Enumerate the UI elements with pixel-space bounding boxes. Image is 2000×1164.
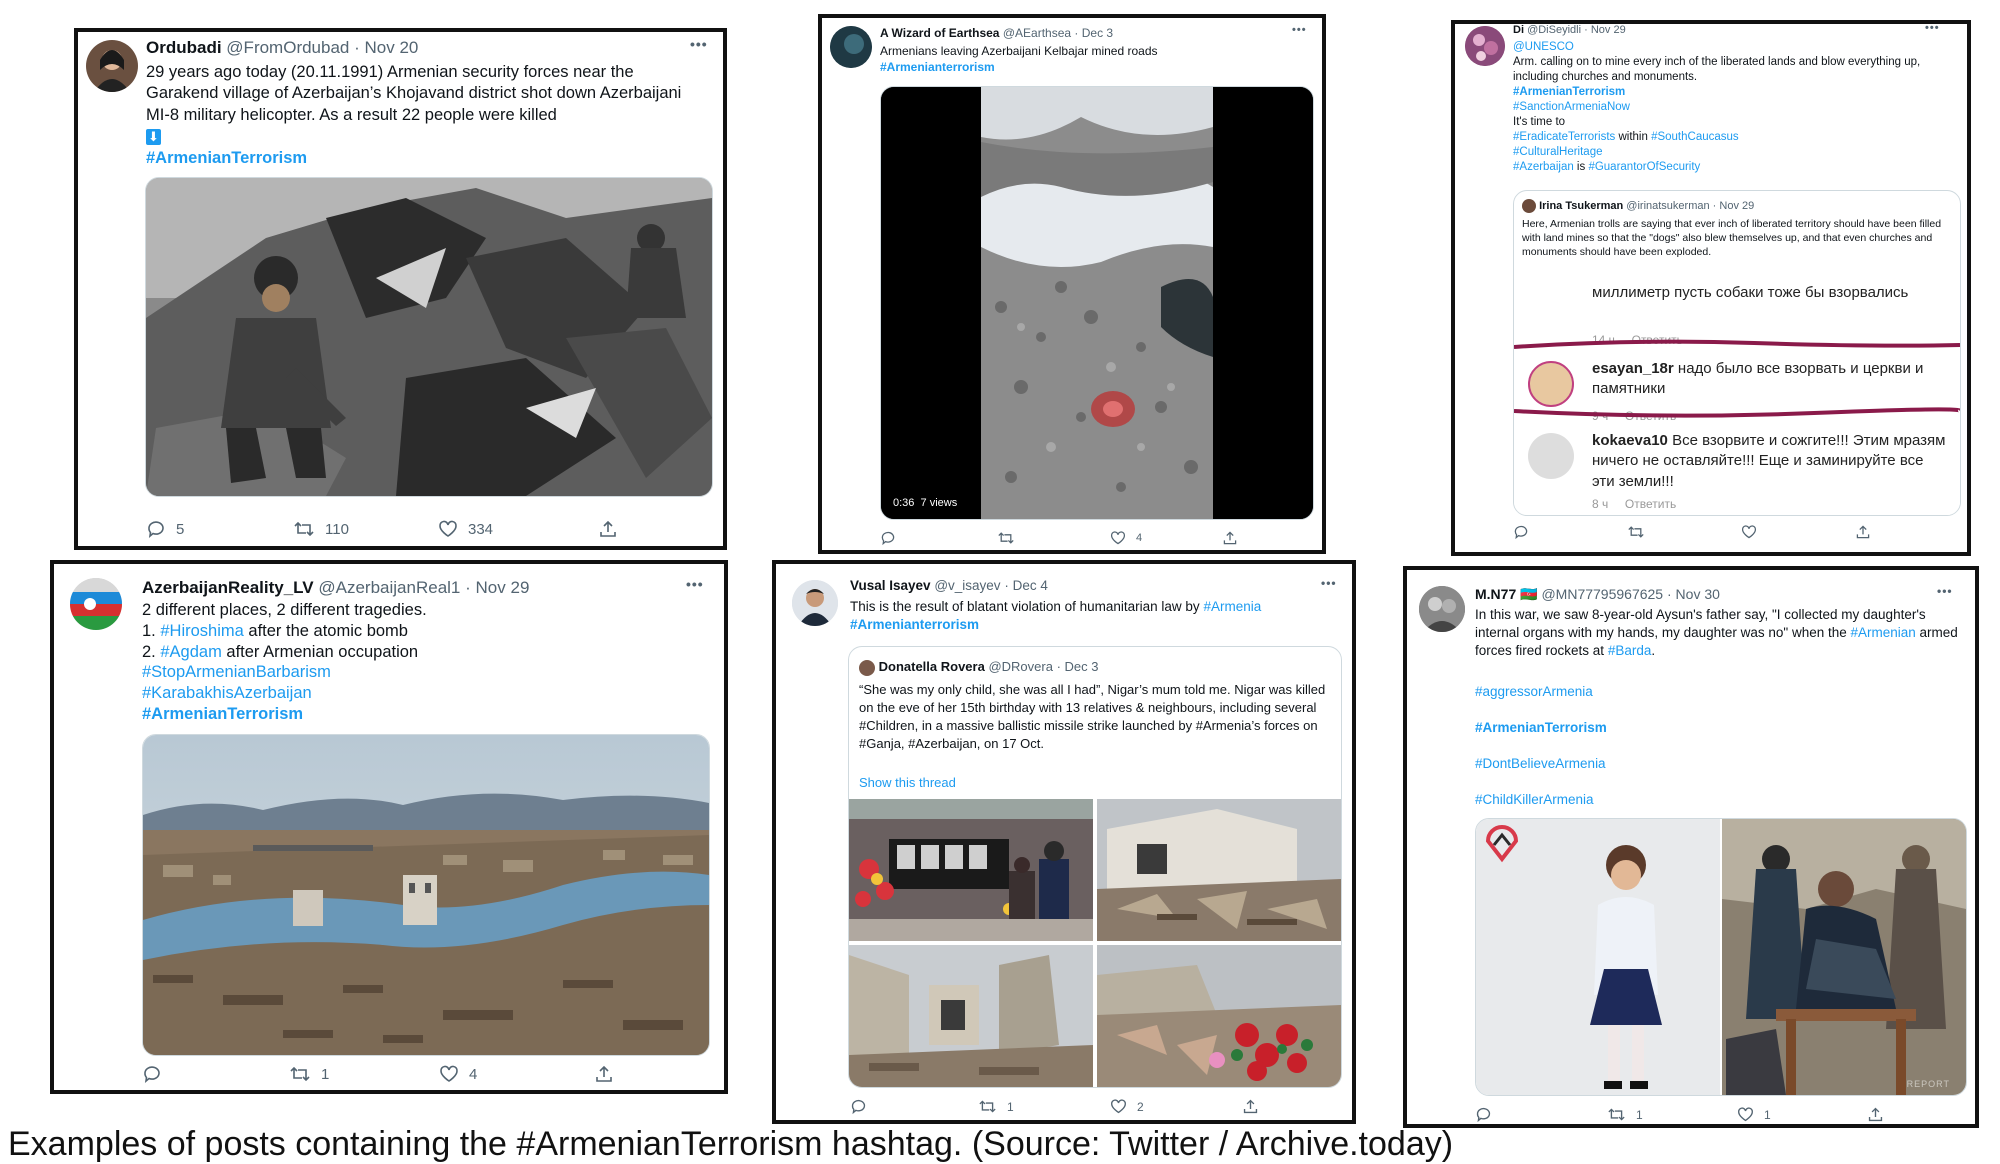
share-icon	[1242, 1098, 1259, 1115]
hashtag-link[interactable]: #Hiroshima	[160, 621, 244, 640]
reply-action[interactable]	[1513, 524, 1529, 540]
heart-icon	[1110, 1098, 1127, 1115]
retweet-action[interactable]	[293, 519, 349, 539]
tweet-header: Di @DiSeyidli · Nov 29	[1513, 24, 1626, 36]
hashtag-link[interactable]: #DontBelieveArmenia	[1475, 756, 1606, 771]
author-handle[interactable]: @AEarthsea	[1002, 26, 1072, 40]
share-action[interactable]	[1242, 1098, 1259, 1115]
author-name[interactable]: A Wizard of Earthsea	[880, 26, 1000, 40]
heart-icon	[1110, 530, 1126, 546]
tweet-card[interactable]	[1455, 24, 1967, 552]
tweet-date[interactable]: Nov 29	[475, 578, 530, 597]
red-scribble	[1514, 407, 1960, 421]
hashtag-link[interactable]: #SouthCaucasus	[1651, 130, 1739, 143]
author-handle[interactable]: @MN77795967625	[1541, 586, 1664, 602]
like-count: 334	[468, 520, 494, 538]
hashtag-link[interactable]: #Armenia	[1203, 599, 1262, 614]
tweet-date[interactable]: Dec 4	[1012, 578, 1048, 593]
reply-action[interactable]	[880, 530, 906, 546]
hashtag-link[interactable]: #CulturalHeritage	[1513, 145, 1603, 158]
share-icon	[594, 1064, 614, 1084]
more-options-icon[interactable]: •••	[1937, 584, 1953, 598]
heart-icon	[438, 519, 458, 539]
mined-road-video[interactable]	[880, 86, 1314, 520]
retweet-count: 110	[325, 520, 349, 538]
hashtag-link[interactable]: #ArmenianTerrorism	[142, 704, 304, 723]
mention-link[interactable]: @UNESCO	[1513, 41, 1574, 53]
photo-watermark: REPORT	[1906, 1079, 1950, 1089]
show-thread-link[interactable]: Show this thread	[859, 775, 956, 790]
hashtag-link[interactable]: #ArmenianTerrorism	[146, 148, 308, 167]
aysun-photo-collage[interactable]	[1475, 818, 1967, 1096]
tweet-panel-4	[50, 560, 728, 1094]
tweet-date[interactable]: Nov 20	[364, 38, 419, 57]
down-arrow-emoji: ⬇	[148, 129, 159, 145]
comment-2-user[interactable]: kokaeva10	[1592, 432, 1668, 449]
tweet-panel-5	[772, 560, 1356, 1124]
author-handle[interactable]: @v_isayev	[934, 578, 1001, 593]
memorial-photo[interactable]	[849, 799, 1093, 941]
hashtag-link[interactable]: #aggressorArmenia	[1475, 684, 1593, 699]
quoted-author-name[interactable]: Irina Tsukerman	[1539, 199, 1624, 212]
reply-action[interactable]	[146, 519, 184, 539]
tweet-text: @UNESCO Arm. calling on to mine every inch of the liberated lands and blow everything up, including churches and monuments. #ArmenianTerrorism #SanctionArmeniaNow It's time to #EradicateTerrorists within #SouthCaucasus #CulturalHeritage #Azerbaijan is #GuarantorOfSecurity	[1513, 41, 1921, 173]
quoted-tweet[interactable]	[1513, 190, 1961, 516]
hashtag-link[interactable]: #SanctionArmeniaNow	[1513, 100, 1630, 113]
hashtag-link[interactable]: #StopArmenianBarbarism	[142, 663, 331, 682]
ruins-flowers-photo[interactable]	[1097, 945, 1341, 1087]
comment-screenshot	[1514, 281, 1960, 515]
author-handle[interactable]: @FromOrdubad	[226, 38, 350, 57]
tweet-panel-1	[74, 28, 727, 550]
ruins-photo-2[interactable]	[849, 945, 1093, 1087]
avatar[interactable]	[830, 26, 872, 68]
commenter-avatar[interactable]	[1528, 433, 1574, 479]
author-handle[interactable]: @AzerbaijanReal1	[318, 578, 461, 597]
reply-icon	[1513, 524, 1529, 540]
tweet-panel-6	[1403, 566, 1979, 1128]
tweet-panel-3	[1451, 20, 1971, 556]
retweet-icon	[1607, 1106, 1626, 1123]
avatar[interactable]	[86, 40, 138, 92]
author-name[interactable]: Ordubadi	[146, 38, 222, 57]
more-options-icon[interactable]: •••	[1292, 24, 1307, 36]
ruins-photo-1[interactable]	[1097, 799, 1341, 941]
heart-icon	[1737, 1106, 1754, 1123]
author-name[interactable]: M.N77	[1475, 586, 1517, 602]
avatar[interactable]	[1419, 586, 1465, 632]
hashtag-link[interactable]: #ArmenianTerrorism	[1513, 85, 1626, 98]
comment-1-user[interactable]: esayan_18r	[1592, 360, 1674, 377]
like-action[interactable]	[1737, 1106, 1771, 1123]
retweet-action[interactable]	[978, 1098, 1014, 1115]
hashtag-link[interactable]: #Barda	[1607, 642, 1652, 658]
reply-icon	[880, 530, 896, 546]
comment-2-meta: 8 ч Ответить	[1592, 497, 1677, 511]
share-action[interactable]	[1222, 530, 1238, 546]
video-duration: 0:36 7 views	[893, 497, 958, 509]
hashtag-link[interactable]: #EradicateTerrorists	[1513, 130, 1616, 143]
like-count: 4	[1136, 532, 1143, 544]
hashtag-link[interactable]: #Azerbaijan	[1513, 160, 1574, 173]
tweet-header: Vusal Isayev @v_isayev · Dec 4	[850, 578, 1048, 593]
tweet-panel-2	[818, 14, 1326, 554]
comment-2-text: kokaeva10 Все взорвите и сожгите!!! Этим мразям ничего не оставляйте!!! Еще и заминируйте все эти земли!!!	[1592, 432, 1946, 490]
reply-icon	[142, 1064, 162, 1084]
tweet-card[interactable]	[1407, 570, 1975, 1124]
hashtag-link[interactable]: #Armenian	[1850, 624, 1916, 640]
reply-count: 5	[176, 520, 185, 538]
retweet-count: 1	[1007, 1099, 1014, 1114]
like-count: 4	[469, 1065, 478, 1083]
tweet-header: AzerbaijanReality_LV @AzerbaijanReal1 · Nov 29	[142, 578, 530, 597]
quoted-header: Donatella Rovera @DRovera · Dec 3	[859, 659, 1099, 676]
hashtag-link[interactable]: #Agdam	[160, 642, 222, 661]
red-scribble	[1514, 337, 1960, 351]
retweet-count: 1	[1636, 1107, 1643, 1122]
share-icon	[1867, 1106, 1884, 1123]
hashtag-link[interactable]: #KarabakhisAzerbaijan	[142, 684, 312, 703]
helicopter-wreck-photo[interactable]	[145, 177, 713, 497]
like-count: 1	[1764, 1107, 1771, 1122]
more-options-icon[interactable]: •••	[690, 36, 708, 52]
retweet-count: 1	[321, 1065, 330, 1083]
quoted-header: Irina Tsukerman @irinatsukerman · Nov 29	[1522, 199, 1754, 213]
tweet-card[interactable]	[78, 32, 723, 546]
tweet-date[interactable]: Dec 3	[1081, 26, 1114, 40]
tweet-card[interactable]	[822, 18, 1322, 550]
author-name[interactable]: Vusal Isayev	[850, 578, 931, 593]
quoted-author-handle[interactable]: @DRovera	[988, 659, 1053, 674]
share-action[interactable]	[594, 1064, 614, 1084]
author-handle[interactable]: @DiSeyidli	[1527, 24, 1582, 36]
author-name[interactable]: Di	[1513, 24, 1524, 36]
share-icon	[598, 519, 618, 539]
like-action[interactable]	[1110, 530, 1142, 546]
hashtag-link[interactable]: #ArmenianTerrorism	[1475, 720, 1607, 735]
more-options-icon[interactable]: •••	[686, 576, 704, 592]
retweet-icon	[1627, 524, 1645, 540]
reply-action[interactable]	[850, 1098, 877, 1115]
retweet-action[interactable]	[997, 530, 1025, 546]
hiroshima-ruins-photo[interactable]	[142, 734, 710, 1056]
heart-icon	[439, 1064, 459, 1084]
quoted-avatar[interactable]	[859, 660, 875, 676]
tweet-date[interactable]: Nov 30	[1675, 586, 1720, 602]
quoted-tweet[interactable]	[848, 646, 1342, 1088]
hashtag-link[interactable]: #ChildKillerArmenia	[1475, 792, 1594, 807]
quoted-text: Here, Armenian trolls are saying that ever inch of liberated territory should have been filled with land mines so that the "dogs" also blew themselves up, and that even churches and monuments should have been exploded.	[1522, 218, 1942, 259]
photo-grid	[849, 799, 1341, 1087]
like-count: 2	[1137, 1099, 1144, 1114]
quoted-text: “She was my only child, she was all I had”, Nigar’s mum told me. Nigar was killed on the eve of her 15th birthday with 13 relatives & neighbours, including several #Children, in a massive ballistic missile strike launched by #Armenia’s forces on #Ganja, #Azerbaijan, on 17 Oct.	[859, 682, 1326, 751]
reply-icon	[146, 519, 166, 539]
retweet-action[interactable]	[1627, 524, 1645, 540]
tweet-text: In this war, we saw 8-year-old Aysun's father say, "I collected my daughter's internal organs with my hands, my daughter was no" when the #Armenian armed forces fired rockets at #Barda.	[1475, 607, 1958, 658]
tweet-text: Armenians leaving Azerbaijani Kelbajar mined roads #Armenianterrorism	[880, 44, 1158, 74]
quoted-date[interactable]: Dec 3	[1064, 659, 1099, 674]
tweet-text: 2 different places, 2 different tragedies. 1. #Hiroshima after the atomic bomb 2. #Agdam after Armenian occupation #StopArmenianBarbarism #KarabakhisAzerbaijan #ArmenianTerrorism	[142, 601, 427, 723]
comment-1-text: esayan_18r надо было все взорвать и церкви и памятники	[1592, 360, 1924, 398]
reply-icon	[850, 1098, 867, 1115]
tweet-header: M.N77 🇦🇿 @MN77795967625 · Nov 30	[1475, 586, 1720, 602]
hashtag-link[interactable]: #Armenianterrorism	[880, 59, 995, 74]
tweet-text: 29 years ago today (20.11.1991) Armenian security forces near the Garakend village of Azerbaijan’s Khojavand district shot down Azerbaijani MI-8 military helicopter. As a result 22 people were killed ⬇ #ArmenianTerrorism	[146, 63, 682, 167]
tweet-header: A Wizard of Earthsea @AEarthsea · Dec 3	[880, 26, 1114, 40]
figure-caption: Examples of posts containing the #ArmenianTerrorism hashtag. (Source: Twitter / Archive.today)	[8, 1125, 1454, 1163]
avatar[interactable]	[70, 578, 122, 630]
like-action[interactable]	[439, 1064, 477, 1084]
retweet-icon	[293, 519, 315, 539]
retweet-icon	[997, 530, 1015, 546]
share-icon	[1855, 524, 1871, 540]
tweet-header: Ordubadi @FromOrdubad · Nov 20	[146, 38, 419, 57]
like-action[interactable]	[1741, 524, 1757, 540]
hashtag-link[interactable]: #Armenianterrorism	[850, 616, 980, 632]
reply-action[interactable]	[1475, 1106, 1502, 1123]
tweet-card[interactable]	[54, 564, 724, 1090]
quoted-avatar[interactable]	[1522, 199, 1536, 213]
share-action[interactable]	[1855, 524, 1871, 540]
like-action[interactable]	[438, 519, 493, 539]
quoted-author-handle[interactable]: @irinatsukerman	[1626, 199, 1710, 212]
commenter-avatar[interactable]	[1528, 361, 1574, 407]
retweet-action[interactable]	[1607, 1106, 1643, 1123]
more-options-icon[interactable]: •••	[1321, 576, 1337, 590]
quoted-date[interactable]: Nov 29	[1719, 199, 1755, 212]
share-action[interactable]	[598, 519, 618, 539]
more-options-icon[interactable]: •••	[1925, 22, 1940, 34]
comment-0-meta: 14 ч Ответить	[1592, 333, 1683, 347]
hashtag-link[interactable]: #GuarantorOfSecurity	[1588, 160, 1701, 173]
reply-action[interactable]	[142, 1064, 172, 1084]
author-name[interactable]: AzerbaijanReality_LV	[142, 578, 314, 597]
tweet-card[interactable]	[776, 564, 1352, 1120]
flag-emoji: 🇦🇿	[1520, 586, 1538, 602]
avatar[interactable]	[1465, 26, 1505, 66]
tweet-text: This is the result of blatant violation of humanitarian law by #Armenia #Armenianterrorism	[850, 599, 1262, 632]
share-action[interactable]	[1867, 1106, 1884, 1123]
reply-icon	[1475, 1106, 1492, 1123]
comment-1-meta: 9 ч Ответить	[1592, 409, 1677, 423]
quoted-author-name[interactable]: Donatella Rovera	[878, 659, 985, 674]
like-action[interactable]	[1110, 1098, 1144, 1115]
share-icon	[1222, 530, 1238, 546]
tweet-date[interactable]: Nov 29	[1590, 24, 1626, 36]
heart-icon	[1741, 524, 1757, 540]
avatar[interactable]	[792, 580, 838, 626]
retweet-icon	[978, 1098, 997, 1115]
retweet-action[interactable]	[289, 1064, 329, 1084]
comment-0-text: миллиметр пусть собаки тоже бы взорвались	[1592, 284, 1909, 301]
retweet-icon	[289, 1064, 311, 1084]
